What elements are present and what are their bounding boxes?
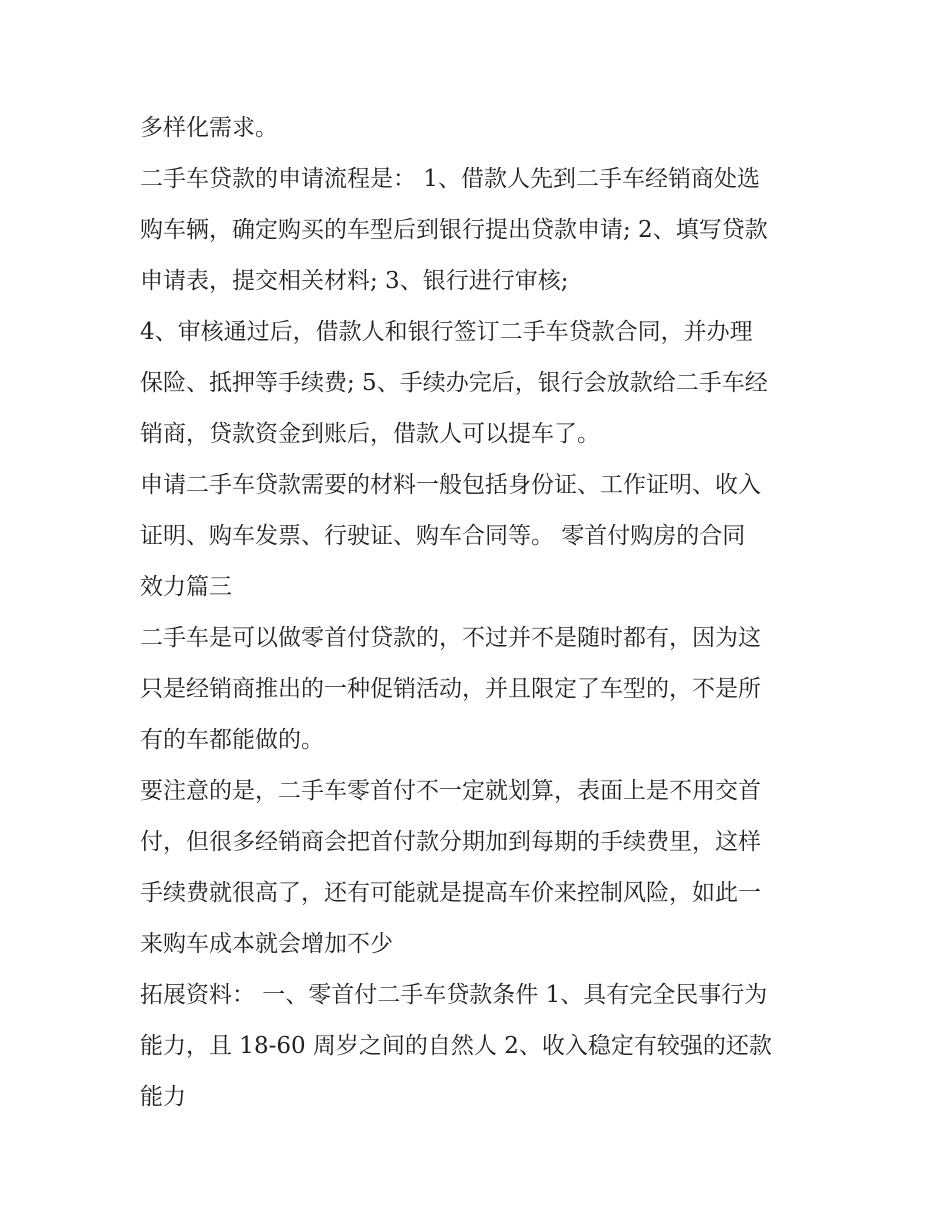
paragraph-7 (140, 970, 812, 1123)
document-body (140, 103, 812, 1123)
text-line: 效力篇三 (140, 574, 232, 600)
text-line: 申请表，提交相关材料; 3、银行进行审核; (140, 268, 569, 294)
text-line: 有的车都能做的。 (140, 727, 324, 753)
text-line: 二手车是可以做零首付贷款的，不过并不是随时都有，因为这 (140, 625, 761, 651)
paragraph-3 (140, 307, 812, 460)
text-line: 证明、购车发票、行驶证、购车合同等。 零首付购房的合同 (140, 523, 746, 549)
paragraph-2 (140, 154, 812, 307)
text-line: 付，但很多经销商会把首付款分期加到每期的手续费里，这样 (140, 829, 761, 855)
paragraph-4 (140, 460, 812, 613)
text-line: 销商，贷款资金到账后，借款人可以提车了。 (140, 421, 600, 447)
text-line: 能力 (140, 1084, 186, 1110)
text-line: 要注意的是，二手车零首付不一定就划算，表面上是不用交首 (140, 778, 761, 804)
text-line: 保险、抵押等手续费; 5、手续办完后，银行会放款给二手车经 (140, 370, 768, 396)
text-line: 多样化需求。 (140, 115, 278, 141)
text-line: 来购车成本就会增加不少 (140, 931, 393, 957)
text-line: 申请二手车贷款需要的材料一般包括身份证、工作证明、收入 (140, 472, 761, 498)
paragraph-6 (140, 766, 812, 970)
text-line: 购车辆，确定购买的车型后到银行提出贷款申请; 2、填写贷款 (140, 217, 768, 243)
text-line: 二手车贷款的申请流程是： 1、借款人先到二手车经销商处选 (140, 166, 760, 192)
text-line: 只是经销商推出的一种促销活动，并且限定了车型的，不是所 (140, 676, 761, 702)
text-line: 手续费就很高了，还有可能就是提高车价来控制风险，如此一 (140, 880, 761, 906)
text-line: 能力，且 18-60 周岁之间的自然人 2、收入稳定有较强的还款 (140, 1033, 772, 1059)
paragraph-5 (140, 613, 812, 766)
text-line: 4、审核通过后，借款人和银行签订二手车贷款合同，并办理 (140, 319, 753, 345)
paragraph-1 (140, 103, 812, 154)
text-line: 拓展资料： 一、零首付二手车贷款条件 1、具有完全民事行为 (140, 982, 768, 1008)
